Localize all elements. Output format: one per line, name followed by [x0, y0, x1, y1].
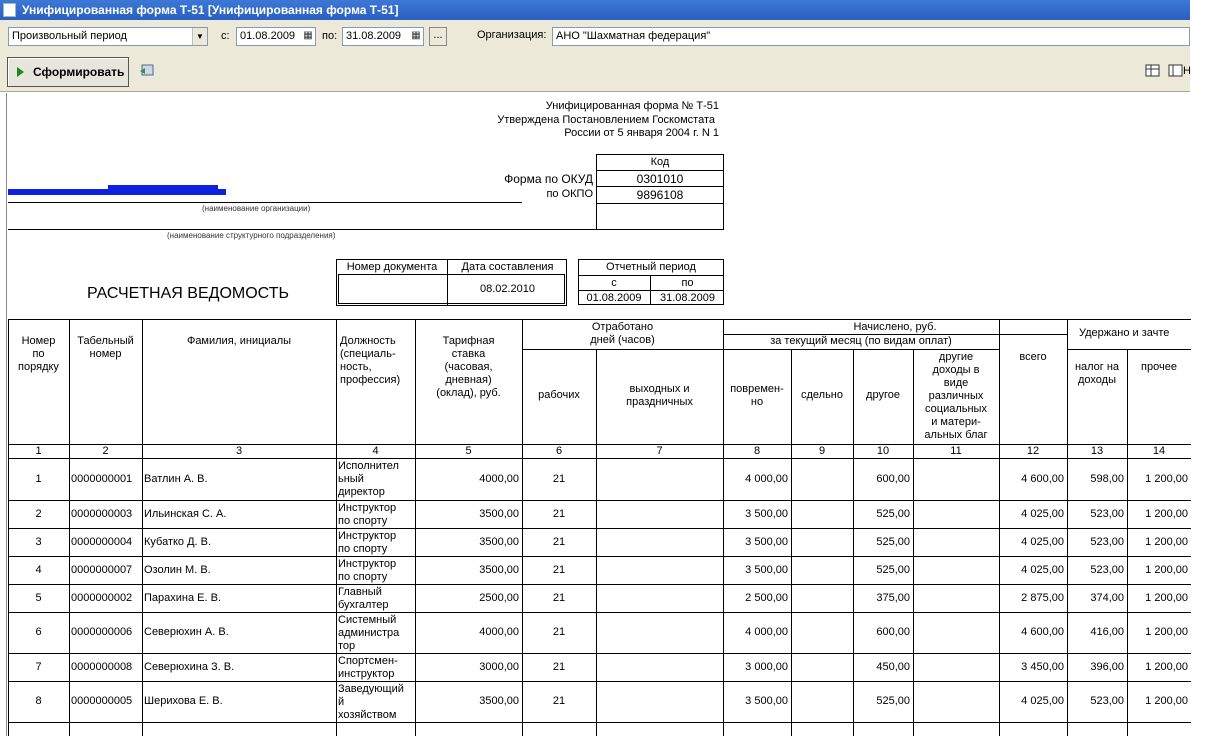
row-other: 525,00 — [876, 508, 910, 520]
to-label: по: — [322, 30, 338, 42]
row-rate: 3500,00 — [479, 695, 519, 707]
from-date-field[interactable] — [236, 27, 316, 46]
row-number: 7 — [35, 661, 42, 673]
row-time-based: 4 000,00 — [745, 473, 788, 485]
row-rate: 3000,00 — [479, 661, 519, 673]
to-date-field[interactable] — [342, 27, 424, 46]
form-header-line1: Унифицированная форма № Т-51 — [545, 100, 719, 112]
row-position: Заведующий й хозяйством — [338, 682, 404, 721]
header-accrued: Начислено, руб. — [853, 321, 937, 333]
row-other: 600,00 — [876, 473, 910, 485]
row-number: 3 — [35, 536, 42, 548]
table-view-icon[interactable] — [1145, 64, 1161, 78]
doc-date-value: 08.02.2010 — [479, 283, 536, 295]
row-income-tax: 598,00 — [1090, 473, 1124, 485]
org-caption: (наименование организации) — [202, 204, 311, 213]
row-position: Главный бухгалтер — [338, 585, 389, 611]
settings-icon[interactable] — [139, 63, 155, 77]
row-other: 600,00 — [876, 626, 910, 638]
row-rate: 3500,00 — [479, 564, 519, 576]
header-row-number: Номер по порядку — [18, 335, 59, 373]
header-holidays: выходных и праздничных — [626, 383, 693, 408]
header-worked: Отработано дней (часов) — [590, 321, 655, 346]
period-to-header: по — [681, 277, 694, 289]
generate-button[interactable] — [7, 57, 129, 87]
column-number: 2 — [102, 445, 109, 457]
header-current-month: за текущий месяц (по видам оплат) — [770, 335, 952, 347]
row-misc: 1 200,00 — [1145, 536, 1188, 548]
row-position: Инструктор по спорту — [338, 529, 397, 555]
header-other-income: другие доходы в виде различных социальных и матери- альных благ — [924, 351, 988, 441]
column-number: 12 — [1026, 445, 1040, 457]
row-misc: 1 200,00 — [1145, 473, 1188, 485]
row-tab-number: 0000000003 — [71, 508, 133, 520]
row-rate: 3500,00 — [479, 536, 519, 548]
row-other: 525,00 — [876, 536, 910, 548]
column-number: 1 — [35, 445, 42, 457]
report-document — [6, 93, 1190, 736]
row-tab-number: 0000000004 — [71, 536, 133, 548]
form-header-line2: Утверждена Постановлением Госкомстата — [497, 114, 715, 126]
period-type-value: Произвольный период — [12, 30, 127, 42]
window-titlebar — [0, 0, 1190, 20]
chevron-down-icon[interactable]: ▼ — [192, 28, 207, 45]
row-work-days: 21 — [552, 626, 566, 638]
row-tab-number: 0000000008 — [71, 661, 133, 673]
row-number: 8 — [35, 695, 42, 707]
row-name: Парахина Е. В. — [144, 592, 221, 604]
header-position: Должность (специаль- ность, профессия) — [340, 335, 401, 386]
row-position: Инструктор по спорту — [338, 501, 397, 527]
period-from-value: 01.08.2009 — [586, 292, 642, 304]
row-number: 5 — [35, 592, 42, 604]
row-other: 525,00 — [876, 564, 910, 576]
okpo-value: 9896108 — [636, 188, 684, 202]
table-top-line — [8, 319, 1191, 320]
row-income-tax: 523,00 — [1090, 508, 1124, 520]
period-type-select[interactable] — [8, 27, 208, 46]
row-total: 4 025,00 — [1021, 695, 1064, 707]
form-header-line3: России от 5 января 2004 г. N 1 — [564, 127, 719, 139]
row-work-days: 21 — [552, 508, 566, 520]
row-time-based: 2 500,00 — [745, 592, 788, 604]
row-other: 525,00 — [876, 695, 910, 707]
row-income-tax: 396,00 — [1090, 661, 1124, 673]
row-misc: 1 200,00 — [1145, 626, 1188, 638]
code-header: Код — [650, 156, 670, 168]
row-total: 4 025,00 — [1021, 536, 1064, 548]
header-name: Фамилия, инициалы — [186, 335, 292, 347]
doc-number-header: Номер документа — [346, 261, 438, 273]
row-name: Северюхин А. В. — [144, 626, 229, 638]
period-header: Отчетный период — [606, 261, 696, 273]
row-time-based: 3 500,00 — [745, 508, 788, 520]
settings-panel — [0, 20, 1190, 92]
row-misc: 1 200,00 — [1145, 592, 1188, 604]
from-date-value: 01.08.2009 — [240, 30, 296, 42]
redaction-mark — [8, 185, 228, 199]
row-time-based: 3 500,00 — [745, 536, 788, 548]
grid-line — [1067, 349, 1191, 350]
row-rate: 4000,00 — [479, 626, 519, 638]
column-number: 9 — [818, 445, 826, 457]
from-label: с: — [221, 30, 230, 42]
panel-view-icon[interactable] — [1168, 64, 1184, 78]
header-withheld: Удержано и зачте — [1079, 327, 1170, 339]
row-name: Ватлин А. В. — [144, 473, 208, 485]
row-tab-number: 0000000001 — [71, 473, 133, 485]
header-misc: прочее — [1141, 361, 1177, 373]
row-rate: 2500,00 — [479, 592, 519, 604]
column-number: 8 — [753, 445, 761, 457]
column-number: 11 — [950, 445, 962, 457]
row-rate: 4000,00 — [479, 473, 519, 485]
row-total: 4 600,00 — [1021, 473, 1064, 485]
row-number: 6 — [35, 626, 42, 638]
row-total: 3 450,00 — [1021, 661, 1064, 673]
row-tab-number: 0000000006 — [71, 626, 133, 638]
column-number: 4 — [372, 445, 379, 457]
row-time-based: 4 000,00 — [745, 626, 788, 638]
row-tab-number: 0000000005 — [71, 695, 133, 707]
play-icon — [17, 67, 24, 77]
row-work-days: 21 — [552, 661, 566, 673]
row-misc: 1 200,00 — [1145, 695, 1188, 707]
header-piece-based: сдельно — [800, 389, 843, 401]
header-work-days: рабочих — [538, 389, 580, 401]
document-title: РАСЧЕТНАЯ ВЕДОМОСТЬ — [87, 285, 289, 302]
row-number: 4 — [35, 564, 42, 576]
dept-caption: (наименование структурного подразделения) — [167, 231, 336, 240]
row-total: 4 600,00 — [1021, 626, 1064, 638]
row-number: 1 — [35, 473, 42, 485]
organization-value: АНО "Шахматная федерация" — [556, 30, 711, 42]
row-income-tax: 523,00 — [1090, 695, 1124, 707]
document-icon — [3, 3, 16, 17]
row-time-based: 3 500,00 — [745, 695, 788, 707]
truncated-label: Н — [1183, 65, 1191, 77]
row-misc: 1 200,00 — [1145, 564, 1188, 576]
column-number: 14 — [1152, 445, 1166, 457]
row-income-tax: 374,00 — [1090, 592, 1124, 604]
row-income-tax: 416,00 — [1090, 626, 1124, 638]
row-tab-number: 0000000002 — [71, 592, 133, 604]
row-work-days: 21 — [552, 564, 566, 576]
calendar-icon[interactable]: ▦ — [303, 30, 313, 41]
row-work-days: 21 — [552, 473, 566, 485]
header-other: другое — [866, 389, 900, 401]
header-rate: Тарифная ставка (часовая, дневная) (оклад), руб. — [436, 335, 501, 399]
row-name: Шерихова Е. В. — [144, 695, 223, 707]
row-number: 2 — [35, 508, 42, 520]
period-to-value: 31.08.2009 — [659, 292, 716, 304]
column-number: 7 — [656, 445, 663, 457]
row-income-tax: 523,00 — [1090, 536, 1124, 548]
row-time-based: 3 000,00 — [745, 661, 788, 673]
row-total: 4 025,00 — [1021, 508, 1064, 520]
row-work-days: 21 — [552, 592, 566, 604]
generate-button-label: Сформировать — [33, 65, 125, 79]
row-name: Северюхина З. В. — [144, 661, 235, 673]
grid-line — [522, 349, 723, 350]
row-total: 4 025,00 — [1021, 564, 1064, 576]
column-number: 5 — [465, 445, 472, 457]
header-income-tax: налог на доходы — [1074, 361, 1120, 386]
organization-field[interactable] — [552, 27, 1190, 46]
row-work-days: 21 — [552, 695, 566, 707]
column-number: 10 — [876, 445, 890, 457]
row-time-based: 3 500,00 — [745, 564, 788, 576]
row-position: Спортсмен- инструктор — [338, 654, 398, 680]
row-tab-number: 0000000007 — [71, 564, 133, 576]
row-position: Системный администра тор — [338, 613, 400, 652]
org-label: Организация: — [477, 29, 547, 41]
column-number: 13 — [1090, 445, 1104, 457]
to-date-value: 31.08.2009 — [346, 30, 402, 42]
column-number: 3 — [235, 445, 243, 457]
period-picker-button[interactable]: ... — [429, 27, 447, 46]
row-income-tax: 523,00 — [1090, 564, 1124, 576]
calendar-icon[interactable]: ▦ — [411, 30, 421, 41]
row-other: 450,00 — [876, 661, 910, 673]
period-from-header: с — [611, 277, 617, 289]
grid-line — [723, 349, 999, 350]
row-work-days: 21 — [552, 536, 566, 548]
row-position: Исполнител ьный директор — [338, 460, 399, 498]
row-rate: 3500,00 — [479, 508, 519, 520]
okpo-label: по ОКПО — [546, 188, 593, 200]
header-time-based: повремен- но — [730, 383, 784, 408]
row-name: Ильинская С. А. — [144, 508, 227, 520]
window-title: Унифицированная форма Т-51 [Унифицированная форма Т-51] — [22, 3, 399, 17]
doc-date-header: Дата составления — [461, 261, 554, 273]
row-line — [8, 722, 1191, 723]
header-total: всего — [1019, 351, 1047, 363]
row-position: Инструктор по спорту — [338, 557, 397, 583]
row-other: 375,00 — [876, 592, 910, 604]
header-tab-number: Табельный номер — [77, 335, 134, 360]
column-number: 6 — [555, 445, 563, 457]
row-total: 2 875,00 — [1021, 592, 1064, 604]
row-misc: 1 200,00 — [1145, 661, 1188, 673]
row-name: Кубатко Д. В. — [144, 536, 212, 548]
row-name: Озолин М. В. — [144, 564, 211, 576]
row-misc: 1 200,00 — [1145, 508, 1188, 520]
okud-label: Форма по ОКУД — [504, 172, 593, 186]
okud-value: 0301010 — [636, 172, 684, 186]
